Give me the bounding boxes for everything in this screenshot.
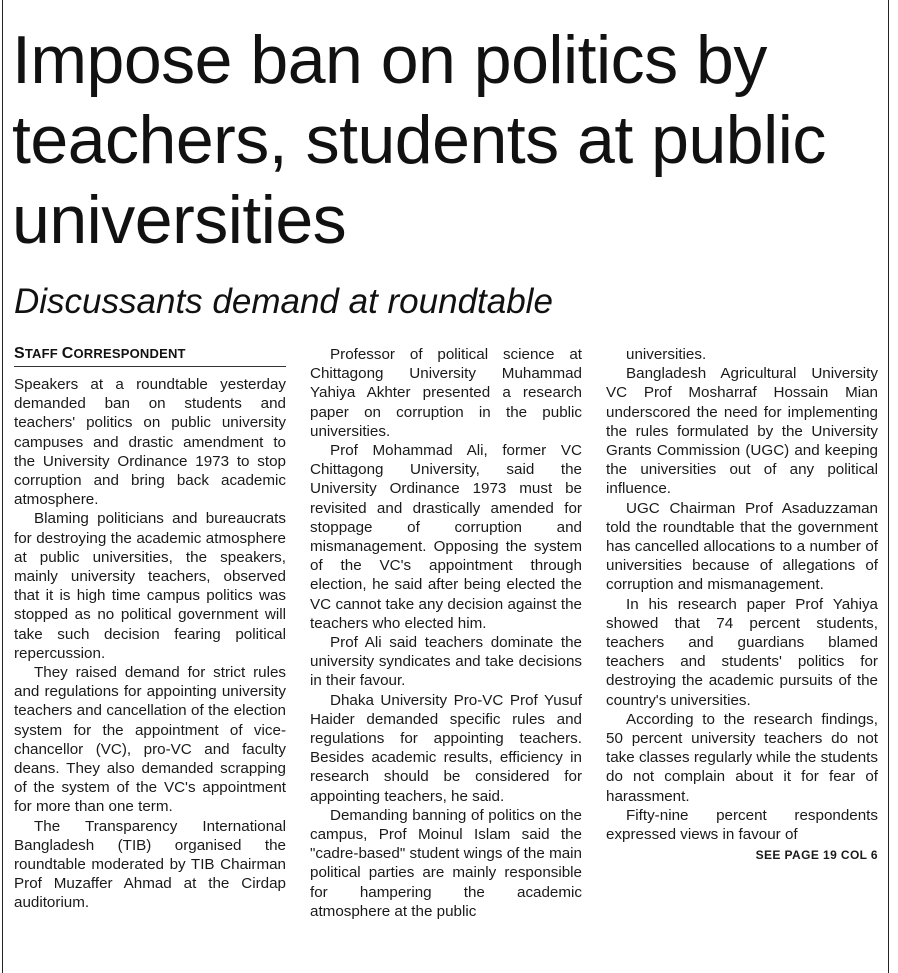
paragraph: Professor of political science at Chittagong University Muhammad Yahiya Akhter presented a research paper on corruption in the public universities. — [310, 346, 582, 440]
paragraph: According to the research findings, 50 percent university teachers do not take classes regularly while the students do not complain about it for fear of harassment. — [606, 710, 878, 805]
right-column-rule — [888, 0, 889, 973]
paragraph: Blaming politicians and bureaucrats for destroying the academic atmosphere at public universities, the speakers, mainly university teachers, observed that it is high time campus politics was stopped as no political government will take such decision fearing political repercussion. — [14, 510, 286, 662]
paragraph: UGC Chairman Prof Asaduzzaman told the roundtable that the government has cancelled allocations to a number of universities because of allegations of corruption and mismanagement. — [606, 499, 878, 594]
article-column-3 — [606, 345, 878, 864]
article-headline: Impose ban on politics by teachers, students at public universities — [12, 22, 826, 258]
paragraph: Prof Ali said teachers dominate the university syndicates and take decisions in their favour. — [310, 634, 582, 690]
paragraph: Dhaka University Pro-VC Prof Yusuf Haider demanded specific rules and regulations for appointing teachers. Besides academic results, efficiency in research should be considered for appointing teachers, he said. — [310, 691, 582, 805]
paragraph: universities. — [626, 346, 707, 363]
paragraph: Bangladesh Agricultural University VC Prof Mosharraf Hossain Mian underscored the need for implementing the rules formulated by the University Grants Commission (UGC) and keeping the universities out of any political influence. — [606, 365, 878, 498]
paragraph: Prof Mohammad Ali, former VC Chittagong University, said the University Ordinance 1973 must be revisited and drastically amended for stoppage of corruption and mismanagement. Opposing the system of the VC's appointment through election, he said after being elected the VC cannot take any decision against the teachers who elected him. — [310, 442, 582, 632]
paragraph: In his research paper Prof Yahiya showed that 74 percent students, teachers and guardians blamed teachers and students' politics for destroying the academic pursuits of the country's universities. — [606, 595, 878, 709]
left-column-rule — [2, 0, 3, 973]
article-column-1 — [14, 375, 286, 913]
byline: STAFF CORRESPONDENT — [14, 345, 286, 367]
paragraph: Speakers at a roundtable yesterday demanded ban on students and teachers' politics on public university campuses and drastic amendment to the University Ordinance 1973 to stop corruption and bring back academic atmosphere. — [14, 376, 286, 509]
paragraph: Demanding banning of politics on the campus, Prof Moinul Islam said the "cadre-based" student wings of the main political parties are mainly responsible for hampering the academic atmosphere at the public — [310, 806, 582, 920]
paragraph: They raised demand for strict rules and regulations for appointing university teachers and cancellation of the election system for the appointment of vice-chancellor (VC), pro-VC and faculty deans. They also demanded scrapping of the system of the VC's appointment for more than one term. — [14, 664, 286, 816]
article-column-2 — [310, 345, 582, 921]
paragraph: The Transparency International Bangladesh (TIB) organised the roundtable moderated by TIB Chairman Prof Muzaffer Ahmad at the Cirdap auditorium. — [14, 817, 286, 912]
continuation-reference: SEE PAGE 19 COL 6 — [755, 848, 878, 863]
paragraph: Fifty-nine percent respondents expressed views in favour of — [606, 806, 878, 844]
article-subheadline: Discussants demand at roundtable — [14, 282, 553, 321]
